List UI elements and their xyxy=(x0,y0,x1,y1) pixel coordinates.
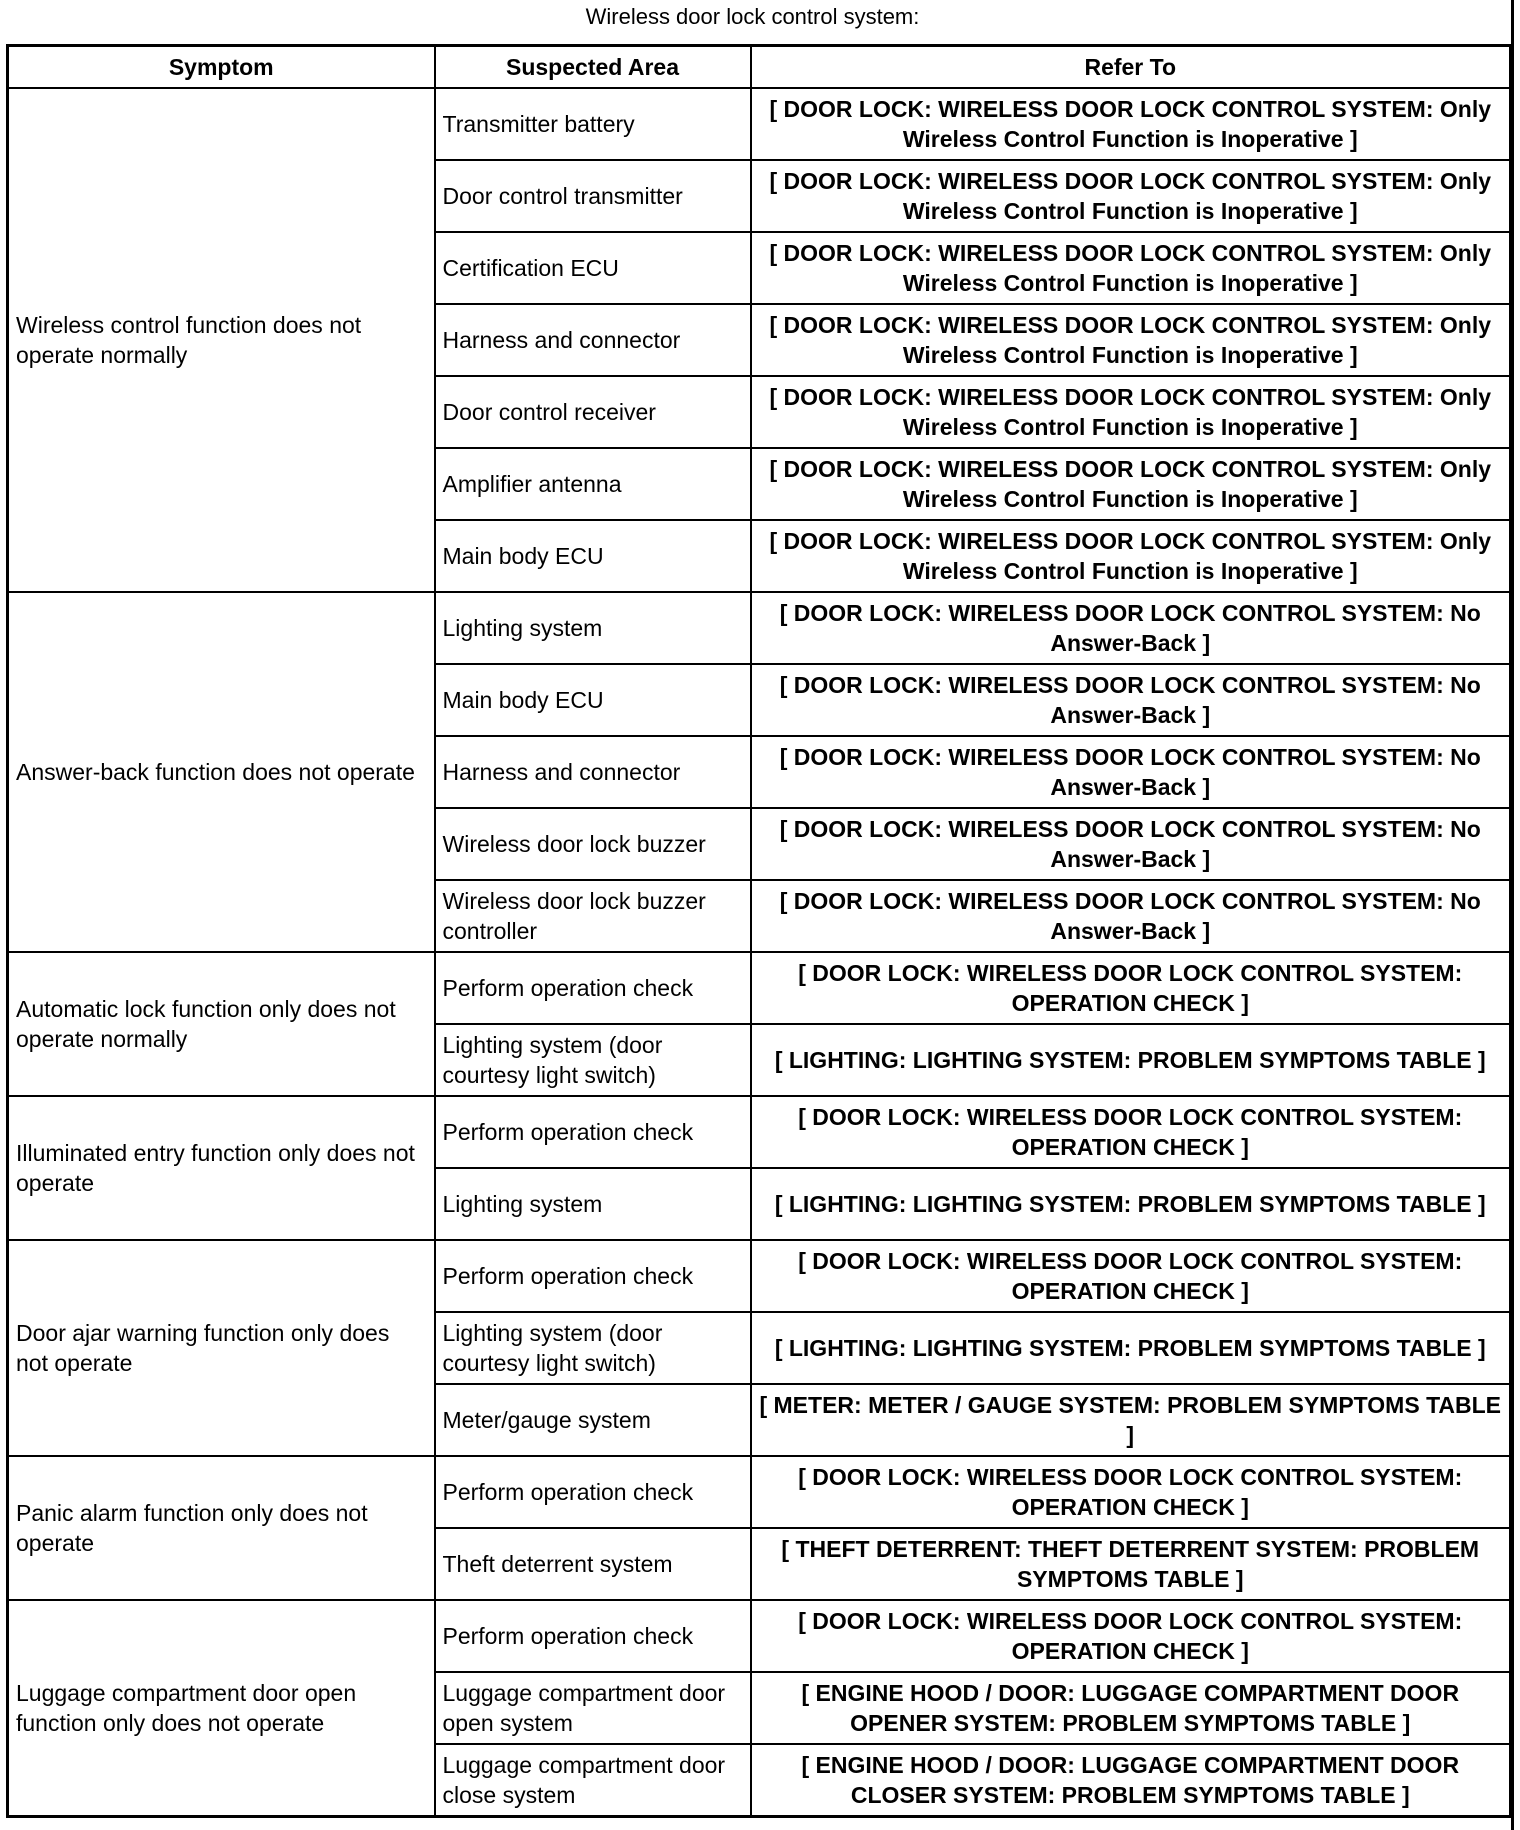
refer-to-link[interactable]: [ DOOR LOCK: WIRELESS DOOR LOCK CONTROL SYSTEM: No Answer-Back ] xyxy=(751,808,1511,880)
refer-to-link[interactable]: [ DOOR LOCK: WIRELESS DOOR LOCK CONTROL SYSTEM: Only Wireless Control Function is Inoperative ] xyxy=(751,376,1511,448)
header-symptom: Symptom xyxy=(8,46,435,89)
refer-to-link[interactable]: [ LIGHTING: LIGHTING SYSTEM: PROBLEM SYMPTOMS TABLE ] xyxy=(751,1168,1511,1240)
suspected-area-cell: Perform operation check xyxy=(435,1096,751,1168)
symptom-cell: Door ajar warning function only does not operate xyxy=(8,1240,435,1456)
refer-to-link[interactable]: [ LIGHTING: LIGHTING SYSTEM: PROBLEM SYMPTOMS TABLE ] xyxy=(751,1024,1511,1096)
header-row xyxy=(8,46,1511,89)
suspected-area-cell: Main body ECU xyxy=(435,664,751,736)
symptom-cell: Panic alarm function only does not operate xyxy=(8,1456,435,1600)
suspected-area-cell: Luggage compartment door open system xyxy=(435,1672,751,1744)
refer-to-link[interactable]: [ ENGINE HOOD / DOOR: LUGGAGE COMPARTMENT DOOR CLOSER SYSTEM: PROBLEM SYMPTOMS TABLE ] xyxy=(751,1744,1511,1817)
refer-to-link[interactable]: [ DOOR LOCK: WIRELESS DOOR LOCK CONTROL SYSTEM: No Answer-Back ] xyxy=(751,880,1511,952)
symptom-cell: Wireless control function does not operate normally xyxy=(8,88,435,592)
problem-symptoms-table xyxy=(6,44,1512,1818)
suspected-area-cell: Perform operation check xyxy=(435,1600,751,1672)
suspected-area-cell: Amplifier antenna xyxy=(435,448,751,520)
table-row xyxy=(8,1240,1511,1312)
refer-to-link[interactable]: [ DOOR LOCK: WIRELESS DOOR LOCK CONTROL SYSTEM: No Answer-Back ] xyxy=(751,736,1511,808)
table-row xyxy=(8,1096,1511,1168)
refer-to-link[interactable]: [ METER: METER / GAUGE SYSTEM: PROBLEM SYMPTOMS TABLE ] xyxy=(751,1384,1511,1456)
refer-to-link[interactable]: [ DOOR LOCK: WIRELESS DOOR LOCK CONTROL SYSTEM: OPERATION CHECK ] xyxy=(751,1456,1511,1528)
table-row xyxy=(8,88,1511,160)
refer-to-link[interactable]: [ DOOR LOCK: WIRELESS DOOR LOCK CONTROL SYSTEM: Only Wireless Control Function is Inoperative ] xyxy=(751,232,1511,304)
table-caption: Wireless door lock control system: xyxy=(585,4,920,29)
refer-to-link[interactable]: [ DOOR LOCK: WIRELESS DOOR LOCK CONTROL SYSTEM: OPERATION CHECK ] xyxy=(751,1240,1511,1312)
suspected-area-cell: Certification ECU xyxy=(435,232,751,304)
symptom-cell: Luggage compartment door open function only does not operate xyxy=(8,1600,435,1817)
suspected-area-cell: Wireless door lock buzzer controller xyxy=(435,880,751,952)
refer-to-link[interactable]: [ DOOR LOCK: WIRELESS DOOR LOCK CONTROL SYSTEM: Only Wireless Control Function is Inoperative ] xyxy=(751,88,1511,160)
symptom-cell: Illuminated entry function only does not operate xyxy=(8,1096,435,1240)
table-row xyxy=(8,592,1511,664)
suspected-area-cell: Luggage compartment door close system xyxy=(435,1744,751,1817)
refer-to-link[interactable]: [ LIGHTING: LIGHTING SYSTEM: PROBLEM SYMPTOMS TABLE ] xyxy=(751,1312,1511,1384)
suspected-area-cell: Perform operation check xyxy=(435,1456,751,1528)
refer-to-link[interactable]: [ DOOR LOCK: WIRELESS DOOR LOCK CONTROL SYSTEM: Only Wireless Control Function is Inoperative ] xyxy=(751,160,1511,232)
refer-to-link[interactable]: [ THEFT DETERRENT: THEFT DETERRENT SYSTEM: PROBLEM SYMPTOMS TABLE ] xyxy=(751,1528,1511,1600)
header-refer-to: Refer To xyxy=(751,46,1511,89)
header-suspected-area: Suspected Area xyxy=(435,46,751,89)
suspected-area-cell: Main body ECU xyxy=(435,520,751,592)
refer-to-link[interactable]: [ DOOR LOCK: WIRELESS DOOR LOCK CONTROL SYSTEM: No Answer-Back ] xyxy=(751,664,1511,736)
suspected-area-cell: Wireless door lock buzzer xyxy=(435,808,751,880)
suspected-area-cell: Lighting system (door courtesy light switch) xyxy=(435,1024,751,1096)
table-row xyxy=(8,1600,1511,1672)
refer-to-link[interactable]: [ DOOR LOCK: WIRELESS DOOR LOCK CONTROL SYSTEM: OPERATION CHECK ] xyxy=(751,1600,1511,1672)
table-row xyxy=(8,1456,1511,1528)
refer-to-link[interactable]: [ ENGINE HOOD / DOOR: LUGGAGE COMPARTMENT DOOR OPENER SYSTEM: PROBLEM SYMPTOMS TABLE ] xyxy=(751,1672,1511,1744)
suspected-area-cell: Meter/gauge system xyxy=(435,1384,751,1456)
symptom-cell: Automatic lock function only does not operate normally xyxy=(8,952,435,1096)
table-row xyxy=(8,952,1511,1024)
suspected-area-cell: Lighting system xyxy=(435,1168,751,1240)
suspected-area-cell: Lighting system (door courtesy light switch) xyxy=(435,1312,751,1384)
refer-to-link[interactable]: [ DOOR LOCK: WIRELESS DOOR LOCK CONTROL SYSTEM: OPERATION CHECK ] xyxy=(751,952,1511,1024)
suspected-area-cell: Harness and connector xyxy=(435,304,751,376)
refer-to-link[interactable]: [ DOOR LOCK: WIRELESS DOOR LOCK CONTROL SYSTEM: Only Wireless Control Function is Inoperative ] xyxy=(751,520,1511,592)
refer-to-link[interactable]: [ DOOR LOCK: WIRELESS DOOR LOCK CONTROL SYSTEM: Only Wireless Control Function is Inoperative ] xyxy=(751,304,1511,376)
suspected-area-cell: Harness and connector xyxy=(435,736,751,808)
symptom-cell: Answer-back function does not operate xyxy=(8,592,435,952)
refer-to-link[interactable]: [ DOOR LOCK: WIRELESS DOOR LOCK CONTROL SYSTEM: No Answer-Back ] xyxy=(751,592,1511,664)
refer-to-link[interactable]: [ DOOR LOCK: WIRELESS DOOR LOCK CONTROL SYSTEM: OPERATION CHECK ] xyxy=(751,1096,1511,1168)
suspected-area-cell: Door control transmitter xyxy=(435,160,751,232)
suspected-area-cell: Door control receiver xyxy=(435,376,751,448)
suspected-area-cell: Transmitter battery xyxy=(435,88,751,160)
refer-to-link[interactable]: [ DOOR LOCK: WIRELESS DOOR LOCK CONTROL SYSTEM: Only Wireless Control Function is Inoperative ] xyxy=(751,448,1511,520)
suspected-area-cell: Lighting system xyxy=(435,592,751,664)
suspected-area-cell: Perform operation check xyxy=(435,952,751,1024)
suspected-area-cell: Perform operation check xyxy=(435,1240,751,1312)
suspected-area-cell: Theft deterrent system xyxy=(435,1528,751,1600)
